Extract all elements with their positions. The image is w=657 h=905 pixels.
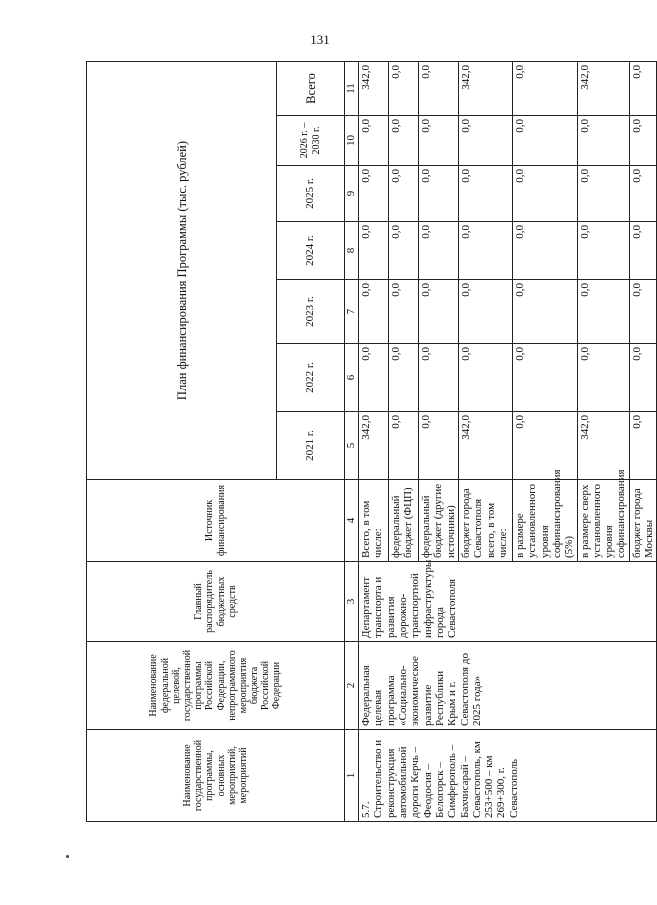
header-year-2022: 2022 г. <box>277 344 345 412</box>
header-year-2024: 2024 г. <box>277 222 345 280</box>
header-year-2023: 2023 г. <box>277 280 345 344</box>
value-cell: 0,0 <box>512 116 577 166</box>
header-year-2025: 2025 г. <box>277 166 345 222</box>
value-cell: 0,0 <box>629 222 657 280</box>
header-col3: Главный распорядитель бюджетных средств <box>87 562 345 642</box>
value-cell: 0,0 <box>389 116 419 166</box>
column-number: 3 <box>345 562 359 642</box>
value-cell: 0,0 <box>419 62 459 116</box>
value-cell: 0,0 <box>359 280 389 344</box>
page-number: 131 <box>310 32 330 47</box>
value-cell: 0,0 <box>359 166 389 222</box>
value-cell: 0,0 <box>577 116 629 166</box>
value-cell: 0,0 <box>512 280 577 344</box>
column-number: 7 <box>345 280 359 344</box>
column-number: 1 <box>345 730 359 822</box>
value-cell: 0,0 <box>359 116 389 166</box>
value-cell: 0,0 <box>389 344 419 412</box>
value-cell: 0,0 <box>577 166 629 222</box>
column-number: 9 <box>345 166 359 222</box>
value-cell: 0,0 <box>629 166 657 222</box>
source-label: бюджет города Севастополя всего, в том числе: <box>458 480 512 562</box>
value-cell: 0,0 <box>389 412 419 480</box>
value-cell: 0,0 <box>389 166 419 222</box>
value-cell: 0,0 <box>512 222 577 280</box>
budget-distributor: Департамент транспорта и развития дорожно-транспортной инфраструктуры города Севастополя <box>359 562 657 642</box>
source-label: федеральный бюджет (ФЦП) <box>389 480 419 562</box>
value-cell: 342,0 <box>577 412 629 480</box>
column-number: 10 <box>345 116 359 166</box>
value-cell: 0,0 <box>629 62 657 116</box>
column-number: 4 <box>345 480 359 562</box>
header-year-2021: 2021 г. <box>277 412 345 480</box>
value-cell: 0,0 <box>359 344 389 412</box>
value-cell: 0,0 <box>419 412 459 480</box>
value-cell: 0,0 <box>458 222 512 280</box>
header-col1: Наименование государственной программы, основных мероприятий, мероприятий <box>87 730 345 822</box>
value-cell: 0,0 <box>577 344 629 412</box>
header-year-2026-2030: 2026 г. – 2030 г. <box>277 116 345 166</box>
value-cell: 0,0 <box>389 280 419 344</box>
value-cell: 0,0 <box>458 344 512 412</box>
source-label: в размере сверх установленного уровня софинансирования <box>577 480 629 562</box>
value-cell: 342,0 <box>458 62 512 116</box>
header-col4: Источник финансирования <box>87 480 345 562</box>
rotated-table-area <box>86 62 656 822</box>
program-name: Федеральная целевая программа «Социально-экономическое развитие Республики Крым и г. Севастополя до 2025 года» <box>359 642 657 730</box>
landscape-table-wrapper <box>86 62 656 822</box>
value-cell: 0,0 <box>458 116 512 166</box>
value-cell: 0,0 <box>389 62 419 116</box>
column-number: 8 <box>345 222 359 280</box>
value-cell: 0,0 <box>629 280 657 344</box>
header-plan-group: План финансирования Программы (тыс. рублей) <box>87 62 277 480</box>
value-cell: 0,0 <box>512 62 577 116</box>
value-cell: 0,0 <box>512 412 577 480</box>
value-cell: 0,0 <box>458 166 512 222</box>
value-cell: 0,0 <box>629 116 657 166</box>
value-cell: 0,0 <box>419 280 459 344</box>
source-label: Всего, в том числе: <box>359 480 389 562</box>
value-cell: 0,0 <box>419 116 459 166</box>
column-number: 5 <box>345 412 359 480</box>
value-cell: 342,0 <box>359 62 389 116</box>
value-cell: 0,0 <box>629 412 657 480</box>
value-cell: 0,0 <box>458 280 512 344</box>
value-cell: 0,0 <box>389 222 419 280</box>
value-cell: 0,0 <box>577 280 629 344</box>
value-cell: 0,0 <box>419 166 459 222</box>
value-cell: 0,0 <box>512 166 577 222</box>
column-number: 11 <box>345 62 359 116</box>
value-cell: 0,0 <box>359 222 389 280</box>
scan-speck <box>66 855 69 858</box>
value-cell: 0,0 <box>512 344 577 412</box>
column-number: 6 <box>345 344 359 412</box>
column-number: 2 <box>345 642 359 730</box>
value-cell: 342,0 <box>458 412 512 480</box>
value-cell: 342,0 <box>577 62 629 116</box>
header-total: Всего <box>277 62 345 116</box>
value-cell: 0,0 <box>629 344 657 412</box>
source-label: в размере установленного уровня софинансирования (5%) <box>512 480 577 562</box>
value-cell: 0,0 <box>419 344 459 412</box>
source-label: бюджет города Москвы <box>629 480 657 562</box>
row-name: 5.7. Строительство и реконструкция автомобильной дороги Керчь – Феодосия – Белогорск – Симферополь – Бахчисарай – Севастополь, км 253+500 – км 269+300, г. Севастополь <box>359 730 657 822</box>
value-cell: 342,0 <box>359 412 389 480</box>
value-cell: 0,0 <box>577 222 629 280</box>
value-cell: 0,0 <box>419 222 459 280</box>
source-label: федеральный бюджет (другие источники) <box>419 480 459 562</box>
header-col2: Наименование федеральной целевой, государственной программы Российской Федерации, непрограммного мероприятия бюджета Российской Федерации <box>87 642 345 730</box>
financing-table <box>86 61 657 822</box>
